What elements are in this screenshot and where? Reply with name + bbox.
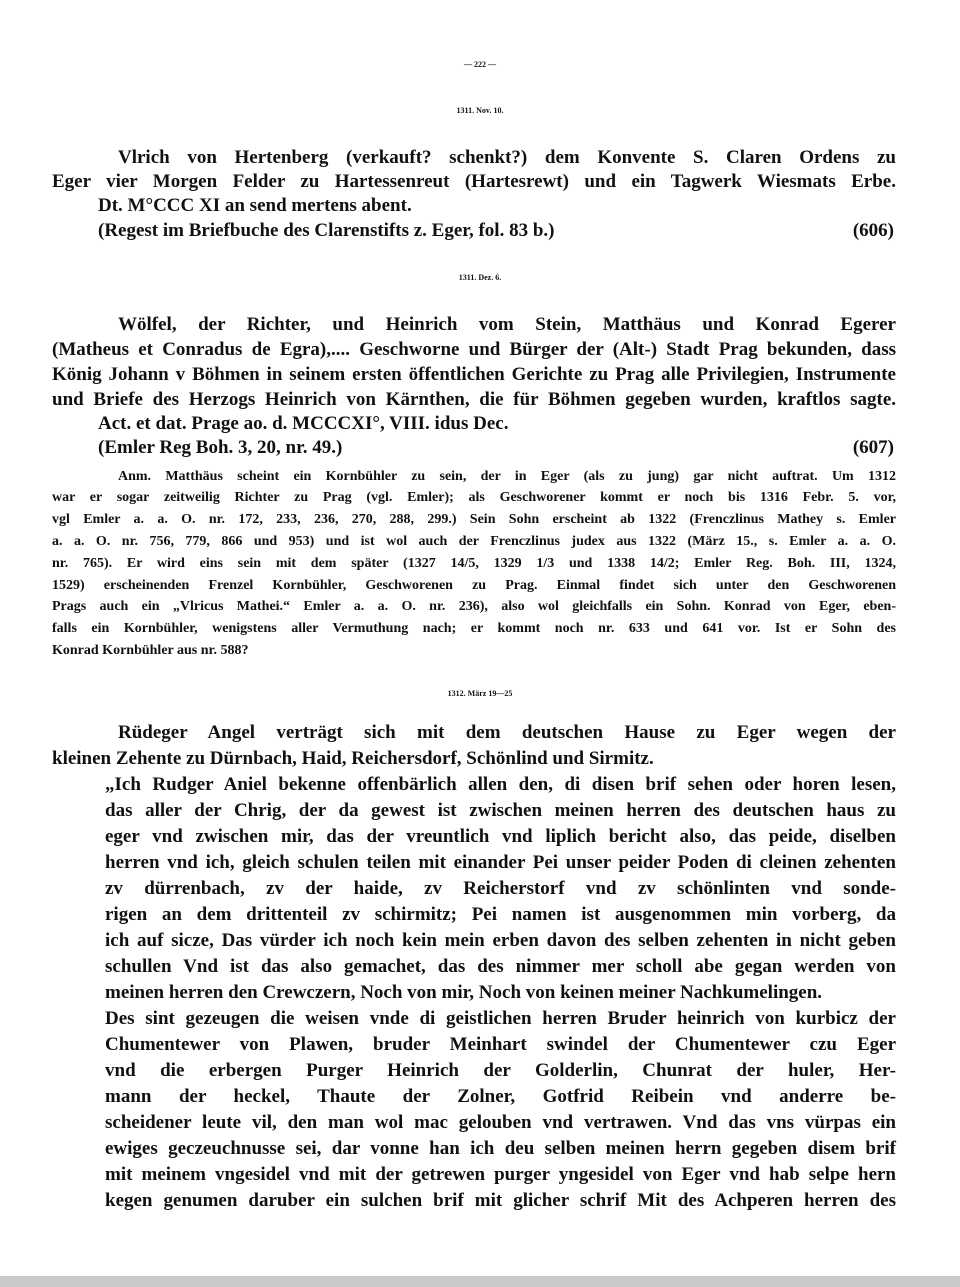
- scan-bottom-edge: [0, 1276, 960, 1287]
- page-number: — 222 —: [464, 60, 496, 69]
- entry-607-note-line: 1529) erscheinenden Frenzel Kornbühler, Geschworenen zu Prag. Einmal findet sich unter den Geschworenen: [52, 578, 896, 593]
- entry-607-number: (607): [852, 437, 894, 458]
- entry-606-line: Vlrich von Hertenberg (verkauft? schenkt?) dem Konvente S. Claren Ordens zu: [118, 147, 896, 168]
- entry-608-line: scheidener leute vil, den man wol mac gelouben vnd vertrawen. Vnd das vns vürpas ein: [105, 1112, 896, 1133]
- entry-607-note-line: Prags auch ein „Vlricus Mathei.“ Emler a. a. O. nr. 236), also wol gleichfalls ein Sohn. Konrad von Eger, eben-: [52, 599, 896, 614]
- entry-606-line: Dt. M°CCC XI an send mertens abent.: [98, 195, 412, 216]
- entry-608-line: kleinen Zehente zu Dürnbach, Haid, Reichersdorf, Schönlind und Sirmitz.: [52, 748, 654, 769]
- entry-608-line: das aller der Chrig, der da gewest ist zwischen meinen herren des deutschen haus zu: [105, 800, 896, 821]
- entry-607-note-line: Konrad Kornbühler aus nr. 588?: [52, 643, 249, 658]
- entry-608-line: ewiges geczeuchnusse sei, dar vonne han ich deu selben meinen herrn gegeben disem brif: [105, 1138, 896, 1159]
- entry-608-line: „Ich Rudger Aniel bekenne offenbärlich allen den, di disen brif sehen oder horen lesen,: [105, 774, 896, 795]
- entry-608-line: ich auf sicze, Das vürder ich noch kein mein erben davon des selben zehenten in nicht geben: [105, 930, 896, 951]
- entry-607-note-line: vgl Emler a. a. O. nr. 172, 233, 236, 270, 288, 299.) Sein Sohn erscheint ab 1322 (Frenczlinus Mathey s. Emler: [52, 512, 896, 527]
- entry-607-note-line: war er sogar zeitweilig Richter zu Prag (vgl. Emler); als Geschworener kommt er noch bis 1316 Febr. 5. vor,: [52, 490, 896, 505]
- entry-608-line: meinen herren den Crewczern, Noch von mir, Noch von keinen meiner Nachkumelingen.: [105, 982, 823, 1003]
- entry-607-citation: (Emler Reg Boh. 3, 20, nr. 49.): [98, 437, 343, 458]
- entry-608-line: zv dürrenbach, zv der haide, zv Reicherstorf vnd zv schönlinten vnd sonde-: [105, 878, 896, 899]
- entry-607-line: Wölfel, der Richter, und Heinrich vom Stein, Matthäus und Konrad Egerer: [118, 314, 896, 335]
- entry-608-line: schullen Vnd ist das also gemachet, das des nimmer mer scholl abe gegan werden von: [105, 956, 896, 977]
- entry-607-line: (Matheus et Conradus de Egra),.... Geschworne und Bürger der (Alt-) Stadt Prag bekunden, dass: [52, 339, 896, 360]
- entry-608-line: Rüdeger Angel verträgt sich mit dem deutschen Hause zu Eger wegen der: [118, 722, 896, 743]
- entry-606-date: 1311. Nov. 10.: [456, 106, 504, 115]
- entry-608-date: 1312. März 19—25: [447, 689, 513, 698]
- entry-607-note-line: falls ein Kornbühler, wenigstens aller Vermuthung nach; er kommt noch nr. 633 und 641 vor. Ist er Sohn des: [52, 621, 896, 636]
- entry-608-line: herren vnd ich, gleich schulen teilen mit einander Pei unser peider Poden di cleinen zehenten: [105, 852, 896, 873]
- entry-607-note-line: Anm. Matthäus scheint ein Kornbühler zu sein, der in Eger (als zu jung) gar nicht auftrat. Um 1312: [118, 469, 896, 484]
- entry-606-citation: (Regest im Briefbuche des Clarenstifts z. Eger, fol. 83 b.): [98, 220, 555, 241]
- entry-607-line: und Briefe des Herzogs Heinrich von Kärnthen, die für Böhmen gegeben wurden, kraftlos sagte.: [52, 389, 896, 410]
- entry-606-number: (606): [852, 220, 894, 241]
- entry-608-line: vnd die erbergen Purger Heinrich der Golderlin, Chunrat der huler, Her-: [105, 1060, 896, 1081]
- entry-607-note-line: nr. 765). Er wird eins sein mit dem später (1327 14/5, 1329 1/3 und 1338 14/2; Emler Reg. Boh. III, 1324,: [52, 556, 896, 571]
- entry-608-line: eger vnd zwischen mir, das der vreuntlich vnd liplich bericht also, das peide, diselben: [105, 826, 896, 847]
- entry-607-line: König Johann v Böhmen in seinem ersten öffentlichen Gerichte zu Prag alle Privilegien, Instrumente: [52, 364, 896, 385]
- entry-607-note-line: a. a. O. nr. 756, 779, 866 und 953) und ist wol auch der Frenczlinus judex aus 1322 (März 15., s. Emler a. a. O.: [52, 534, 896, 549]
- entry-608-line: mit meinem vngesidel vnd mit der getrewen purger yngesidel von Eger vnd hab selpe hern: [105, 1164, 896, 1185]
- entry-608-line: Chumentewer von Plawen, bruder Meinhart swindel der Chumentewer czu Eger: [105, 1034, 896, 1055]
- entry-608-line: rigen an dem drittenteil zv schirmitz; Pei namen ist ausgenommen min vorberg, da: [105, 904, 896, 925]
- entry-607-date: 1311. Dez. 6.: [458, 273, 502, 282]
- entry-606-line: Eger vier Morgen Felder zu Hartessenreut (Hartesrewt) und ein Tagwerk Wiesmats Erbe.: [52, 171, 896, 192]
- entry-608-line: Des sint gezeugen die weisen vnde di geistlichen herren Bruder heinrich von kurbicz der: [105, 1008, 896, 1029]
- entry-608-line: kegen genumen daruber ein sulchen brif mit glicher schrif Mit des Achperen herren des: [105, 1190, 896, 1211]
- entry-607-line: Act. et dat. Prage ao. d. MCCCXI°, VIII. idus Dec.: [98, 413, 509, 434]
- entry-608-line: mann der heckel, Thaute der Zolner, Gotfrid Reibein vnd anderre be-: [105, 1086, 896, 1107]
